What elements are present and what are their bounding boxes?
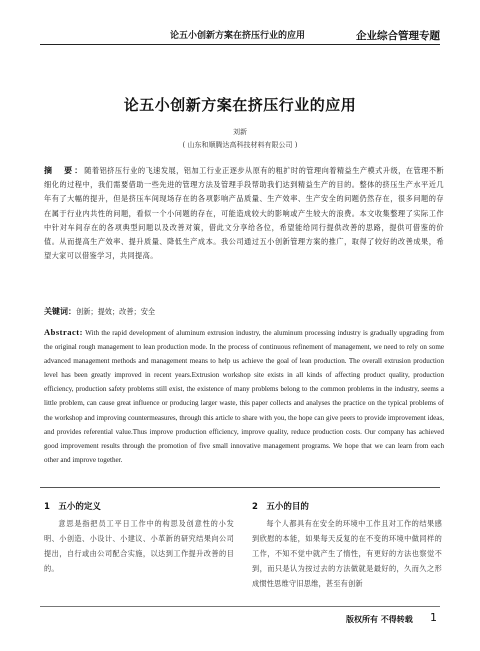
abstract-cn (44, 164, 444, 263)
section-heading: 2 五小的目的 (252, 502, 309, 512)
section-divider (40, 487, 440, 488)
keywords-cn-text: 创新；提效；改善；安全 (76, 307, 156, 316)
abstract-en (44, 325, 444, 467)
column-name: 企业综合管理专题 (356, 30, 440, 42)
section-body: 每个人都具有在安全的环境中工作且对工作的结果感到欣慰的本能，如果每天反复的在不变的环境中做同样的工作，不知不觉中就产生了惰性，有更好的方法也察觉不到，而只是认为按过去的方法做就是最好的，久而久之形成惯性思维守旧思维，甚至有创新 (252, 519, 442, 588)
section-heading: 1 五小的定义 (44, 502, 101, 512)
abstract-en-label: Abstract: (44, 327, 83, 337)
footer-rule (40, 606, 440, 607)
running-title: 论五小创新方案在挤压行业的应用 (170, 31, 306, 41)
section-body: 意思是指把员工平日工作中的构思及创意性的小发明、小创造、小设计、小建议、小革新的研究结果向公司提出，自行或由公司配合实施，以达到工作提升改善的目的。 (44, 519, 234, 573)
column-left (44, 500, 234, 576)
abstract-cn-label: 摘 要： (44, 166, 85, 175)
footer-copyright: 版权所有 不得转载 (346, 615, 413, 624)
article-author: 刘新 (233, 128, 247, 136)
article-title: 论五小创新方案在挤压行业的应用 (123, 96, 357, 114)
column-right (252, 500, 442, 591)
keywords-cn-label: 关键词： (44, 307, 76, 316)
article-affiliation: ( 山东和顺腾达高科技材料有限公司 ) (182, 141, 298, 149)
page-header (0, 0, 480, 46)
page-number: 1 (430, 611, 437, 624)
abstract-cn-text: 随着铝挤压行业的飞速发展，铝加工行业正逐步从原有的粗扩时的管理向着精益生产模式升级，在管理不断细化的过程中，我们需要借助一些先进的管理方法及管理手段帮助我们达到精益生产的目的。整体的挤压生产水平近几年有了大幅的提升，但是挤压车间现场存在的各项影响产品质量、生产效率、生产安全的问题仍然存在，很多问题的存在属于行业内共性的问题，看似一个小问题的存在，可能造成较大的影响或产生较大的浪费。本文收集整理了实际工作中针对车间存在的各项典型问题以及改善对策，借此文分享给各位，希望能给同行提供改善的思路，提供可借鉴的价值。从而提高生产效率、提升质量、降低生产成本。我公司通过五小创新管理方案的推广，取得了较好的改善成果，希望大家可以借鉴学习，共同提高。 (44, 166, 445, 261)
abstract-en-text: With the rapid development of aluminum extrusion industry, the aluminum processing industry is gradually upgrading from the original rough management to lean production mode. In the process of continuous refinement of management, we need to rely on some advanced management methods and management means to help us achieve the goal of lean production. The overall extrusion production level has been greatly improved in recent years.Extrusion workshop site exists in all kinds of affecting product quality, production efficiency, production safety problems still exist, the existence of many problems belong to the common problems in the industry, seems a little problem, can cause great influence or producing larger waste, this paper collects and analyses the practice on the typical problems of the workshop and improving countermeasures, through this article to share with you, the hope can give peers to provide improvement ideas, and provides referential value.Thus improve production efficiency, improve quality, reduce production costs. Our company has achieved good improvement results through the promotion of five small innovative management programs. We hope that we can learn from each other and improve together. (44, 329, 444, 464)
keywords-cn (44, 306, 444, 317)
header-rule (40, 44, 440, 45)
